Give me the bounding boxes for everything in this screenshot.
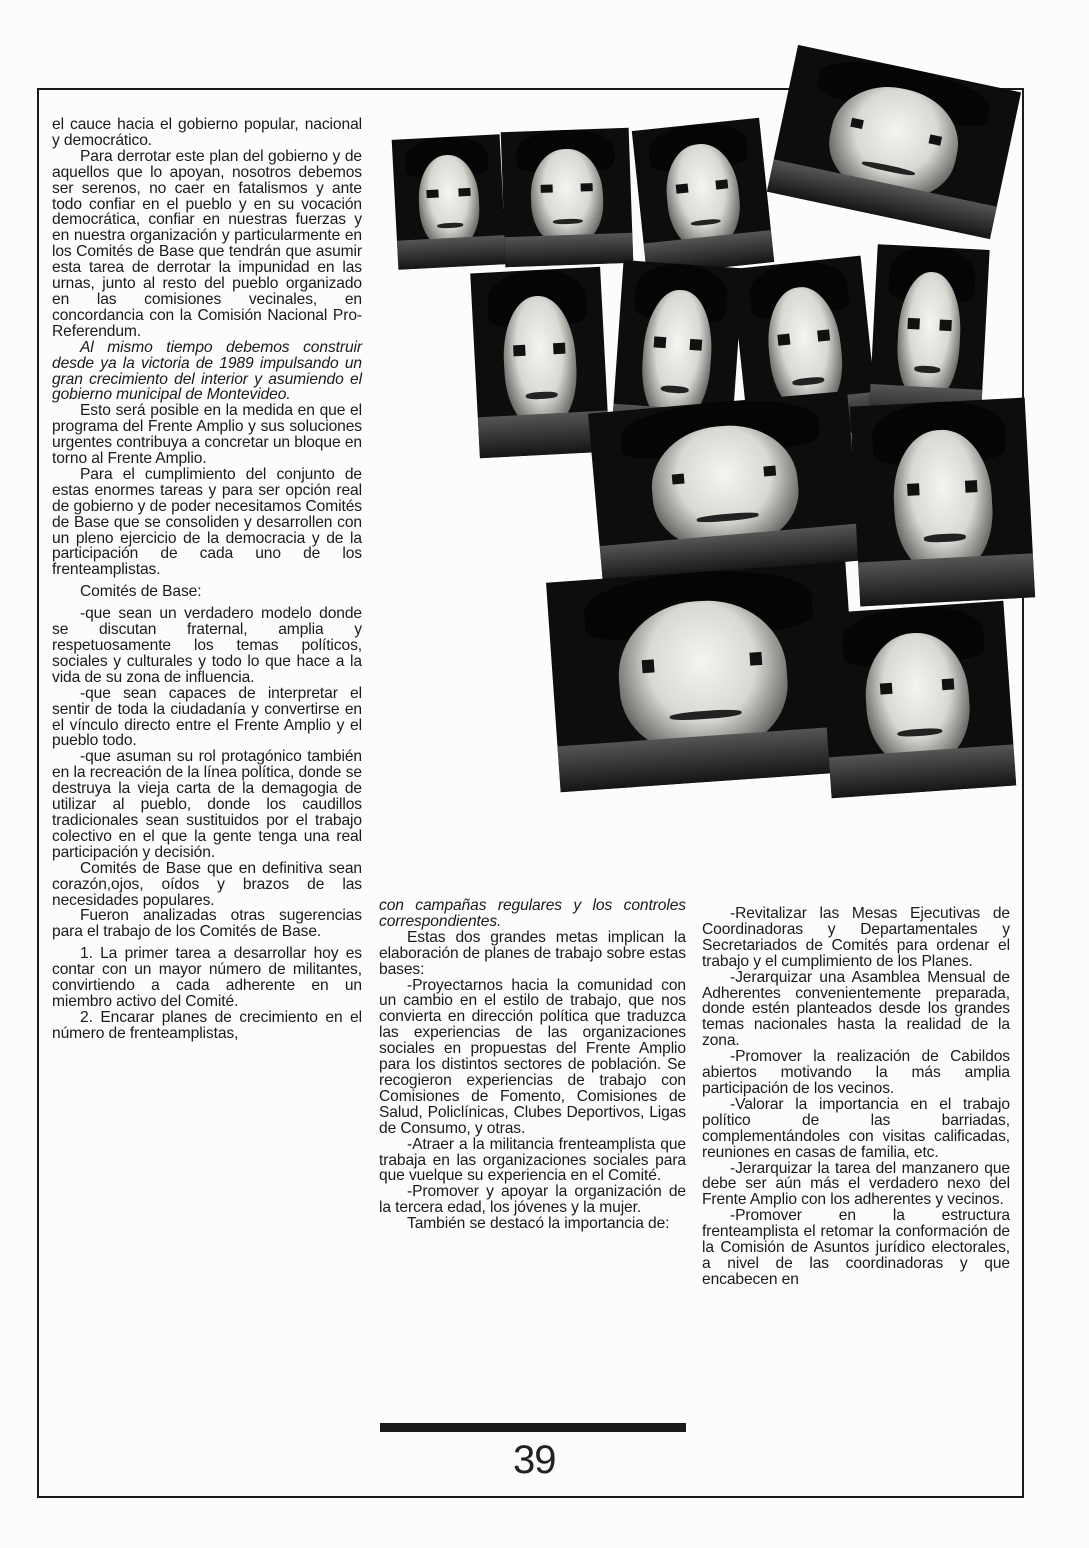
section-label: Comités de Base: <box>80 583 202 601</box>
paragraph: -Atraer a la militancia frenteamplista que trabaja en las organizaciones sociales para que vuelque su experiencia en el Comité. <box>379 1135 686 1185</box>
divider-rule <box>380 1423 686 1432</box>
paragraph: -Proyectarnos hacia la comunidad con un cambio en el estilo de trabajo, que nos convierta en dirección política que traduzca las experiencias de las organizaciones sociales en propuestas del Frente Amplio para los distintos sectores de población. Se recogieron experiencias de trabajo con Comisiones de Fomento, Comisiones de Salud, Policlínicas, Clubes Deportivos, Ligas de Consumo, y otras. <box>379 976 686 1137</box>
paragraph: el cauce hacia el gobierno popular, nacional y democrático. <box>52 116 362 149</box>
paragraph: También se destacó la importancia de: <box>407 1215 670 1233</box>
paragraph: -Jerarquizar la tarea del manzanero que debe ser aún más el verdadero nexo del Frente Amplio con los adherentes y vecinos. <box>702 1159 1010 1209</box>
paragraph: -Revitalizar las Mesas Ejecutivas de Coordinadoras y Departamentales y Secretariados de Comités para ordenar el trabajo y el cumplimiento de los Planes. <box>702 905 1010 970</box>
portrait-photo <box>850 398 1035 607</box>
paragraph: con campañas regulares y los controles correspondientes. <box>379 897 686 930</box>
paragraph: -Promover y apoyar la organización de la tercera edad, los jóvenes y la mujer. <box>379 1183 686 1217</box>
text-column-1 <box>52 117 362 1042</box>
paragraph: -Jerarquizar una Asamblea Mensual de Adherentes convenientemente preparada, donde estén planteados desde los grandes temas nacionales hasta la realidad de la zona. <box>702 968 1010 1050</box>
paragraph: Al mismo tiempo debemos construir desde ya la victoria de 1989 impulsando un gran crecimiento del interior y asumiendo el gobierno municipal de Montevideo. <box>52 338 362 404</box>
portrait-photo <box>632 118 774 276</box>
paragraph: Para derrotar este plan del gobierno y de aquellos que lo apoyan, nosotros debemos ser serenos, no caer en fatalismos y ante todo confiar en el pueblo y en su vocación democrática, confiar en nuestras fuerzas y en nuestra organización y particularmente en los Comités de Base que tendrán que asumir esta tarea de derrotar la impunidad en las urnas, junto al resto del pueblo organizado en las comisiones vecinales, en concordancia con la Comisión Nacional Pro-Referendum. <box>52 147 362 340</box>
paragraph: -Valorar la importancia en el trabajo político de las barriadas, complementándoles con visitas calificadas, reuniones en casas de familia, etc. <box>702 1095 1010 1161</box>
portrait-photo <box>546 562 860 792</box>
portrait-photo <box>819 601 1016 798</box>
paragraph: -Promover en la estructura frenteamplista el retomar la conformación de la Comisión de Asuntos jurídico electorales, a nivel de las coordinadoras y que encabecen en <box>702 1207 1010 1288</box>
paragraph: Para el cumplimiento del conjunto de estas enormes tareas y para ser opción real de gobierno y de poder necesitamos Comités de Base que se consoliden y desarrollen con un pleno ejercicio de la democracia y de la participación de cada uno de los frenteamplistas. <box>52 465 362 579</box>
portrait-photo <box>588 391 862 583</box>
paragraph: -que sean capaces de interpretar el sentir de toda la ciudadanía y convertirse en el vínculo directo entre el Frente Amplio y el pueblo todo. <box>52 684 362 750</box>
paragraph: -Promover la realización de Cabildos abiertos motivando la más amplia participación de los vecinos. <box>702 1048 1010 1097</box>
paragraph: Comités de Base que en definitiva sean corazón,ojos, oídos y brazos de las necesidades populares. <box>52 859 362 909</box>
page-number: 39 <box>513 1438 556 1482</box>
paragraph: Fueron analizadas otras sugerencias para el trabajo de los Comités de Base. <box>52 907 362 941</box>
paragraph: Estas dos grandes metas implican la elaboración de planes de trabajo sobre estas bases: <box>379 928 686 978</box>
paragraph: Esto será posible en la medida en que el programa del Frente Amplio y sus soluciones urgentes contribuya a concretar un bloque en torno al Frente Amplio. <box>52 402 362 468</box>
paragraph: 2. Encarar planes de crecimiento en el número de frenteamplistas, <box>52 1008 362 1042</box>
text-column-2 <box>379 898 686 1232</box>
paragraph: 1. La primer tarea a desarrollar hoy es contar con un mayor número de militantes, convirtiendo a cada adherente en un miembro activo del Comité. <box>52 945 362 1010</box>
text-column-3 <box>702 906 1010 1288</box>
paragraph: -que sean un verdadero modelo donde se discutan fraternal, amplia y respetuosamente los temas políticos, sociales y culturales y todo lo que hace a la vida de su zona de influencia. <box>52 605 362 686</box>
portrait-collage <box>395 62 1030 802</box>
portrait-photo <box>767 45 1021 239</box>
paragraph: -que asuman su rol protagónico también en la recreación de la línea política, donde se destruya la vieja carta de la demagogia de utilizar al pueblo, donde los caudillos tradicionales sean sustituidos por el trabajo colectivo en el que la gente tenga una real participación y decisión. <box>52 748 362 861</box>
portrait-photo <box>392 134 507 269</box>
portrait-photo <box>501 128 634 267</box>
